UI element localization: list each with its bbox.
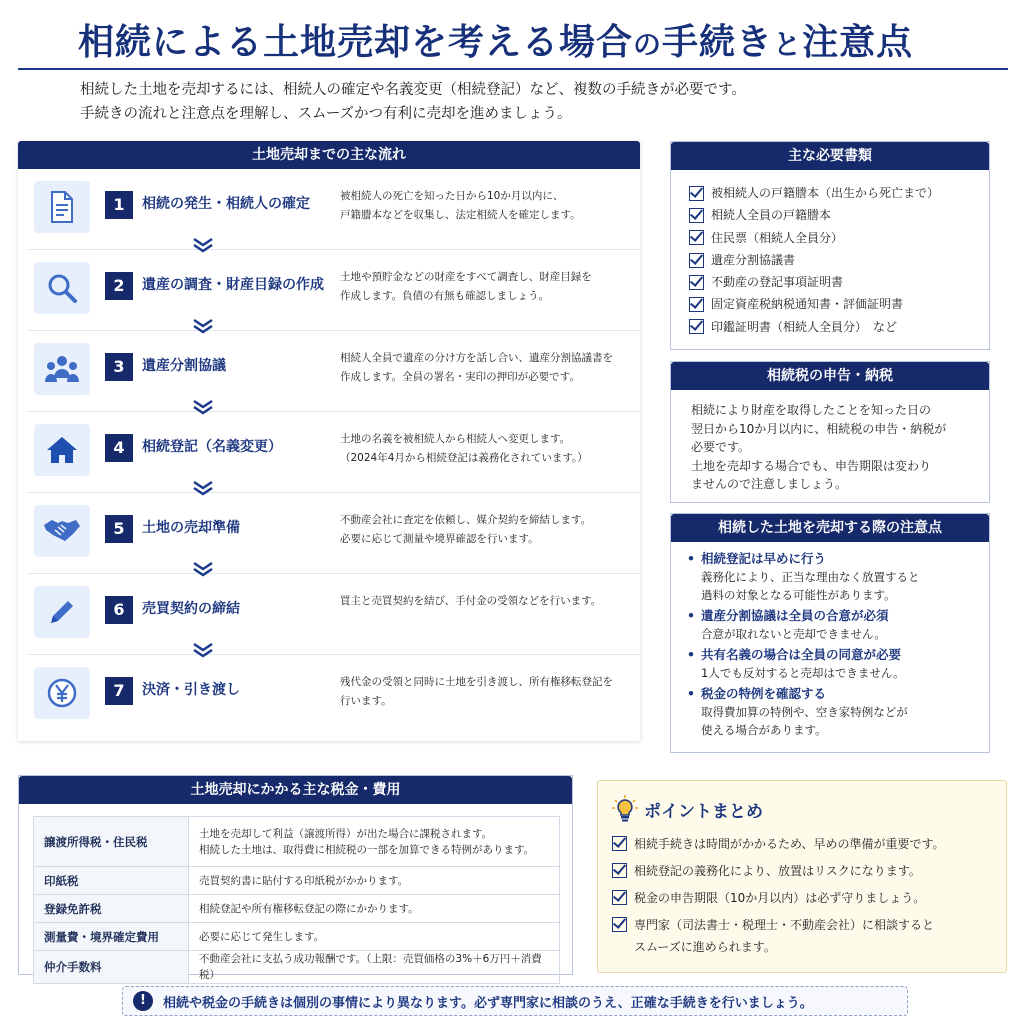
step-title: 相続登記（名義変更）	[142, 439, 282, 455]
step-description-line: （2024年4月から相続登記は義務化されています。）	[340, 452, 588, 464]
caution-heading: • 遺産分割協議は全員の合意が必須	[687, 607, 977, 625]
table-row	[34, 923, 560, 951]
title-part: 手続き	[662, 21, 774, 63]
table-row	[34, 895, 560, 923]
list-item-label: 相続人全員の戸籍謄本	[711, 208, 832, 223]
list-item	[687, 550, 977, 604]
step-number: 3	[105, 353, 133, 381]
flow-step	[18, 412, 640, 493]
caution-list	[671, 542, 989, 739]
list-item	[687, 607, 977, 643]
points-title	[612, 795, 763, 823]
text-line: 相続した土地は、取得費に相続税の一部を加算できる特例があります。	[199, 843, 535, 856]
step-number: 2	[105, 272, 133, 300]
step-title: 土地の売却準備	[142, 520, 240, 536]
flow-step	[18, 169, 640, 250]
costs-panel	[18, 775, 573, 981]
list-item-label: 税金の申告期限（10か月以内）は必ず守りましょう。	[634, 891, 926, 905]
caution-panel	[670, 513, 990, 753]
step-description-line: 不動産会社に査定を依頼し、媒介契約を締結します。	[340, 514, 592, 526]
intro-line: 相続した土地を売却するには、相続人の確定や名義変更（相続登記）など、複数の手続きが必要です。	[80, 82, 746, 98]
step-title: 売買契約の締結	[142, 601, 240, 617]
title-part: の	[633, 28, 663, 61]
checkbox-icon	[612, 917, 627, 932]
title-part: 注意点	[802, 21, 914, 63]
caution-heading: • 相続登記は早めに行う	[687, 550, 977, 568]
list-item-label: 被相続人の戸籍謄本（出生から死亡まで）	[711, 186, 940, 200]
list-item-label: 固定資産税納税通知書・評価証明書	[711, 297, 904, 312]
list-item	[612, 833, 945, 855]
checkbox-icon	[689, 230, 704, 245]
step-description	[340, 673, 640, 711]
text-line: ませんので注意しましょう。	[691, 477, 848, 491]
checkbox-icon	[689, 297, 704, 312]
search-icon	[34, 262, 90, 314]
list-item	[612, 914, 945, 958]
chevron-down-icon	[192, 480, 214, 496]
list-item	[612, 887, 945, 909]
text-line: 相続により財産を取得したことを知った日の	[691, 403, 932, 417]
chevron-down-icon	[192, 237, 214, 253]
text-line: 専門家（司法書士・税理士・不動産会社）に相談すると	[634, 918, 935, 932]
table-row	[34, 867, 560, 895]
text-line: 使える場合があります。	[701, 723, 827, 737]
flow-step	[18, 493, 640, 574]
caution-header: 相続した土地を売却する際の注意点	[671, 514, 989, 542]
step-description	[340, 349, 640, 387]
step-title: 遺産の調査・財産目録の作成	[142, 277, 324, 293]
chevron-down-icon	[192, 399, 214, 415]
chevron-down-icon	[192, 561, 214, 577]
step-title: 相続の発生・相続人の確定	[142, 196, 310, 212]
people-icon	[34, 343, 90, 395]
checkbox-icon	[689, 208, 704, 223]
caution-body	[687, 568, 977, 604]
list-item	[689, 204, 989, 226]
exclamation-icon: !	[133, 991, 153, 1011]
costs-header: 土地売却にかかる主な税金・費用	[19, 776, 572, 804]
table-cell-label: 印紙税	[34, 867, 189, 895]
caution-body	[687, 625, 977, 643]
flow-step	[18, 655, 640, 736]
tax-filing-header: 相続税の申告・納税	[671, 362, 989, 390]
list-item	[689, 227, 989, 249]
points-title-text: ポイントまとめ	[644, 801, 763, 822]
table-cell-value: 相続登記や所有権移転登記の際にかかります。	[189, 895, 560, 923]
step-title: 遺産分割協議	[142, 358, 226, 374]
list-item	[689, 271, 989, 293]
list-item-label: 住民票（相続人全員分）	[711, 230, 844, 245]
documents-header: 主な必要書類	[671, 142, 989, 170]
flow-step	[18, 574, 640, 655]
step-description-line: 作成します。全員の署名・実印の押印が必要です。	[340, 371, 580, 383]
title-rule	[18, 68, 1008, 70]
list-item	[687, 646, 977, 682]
step-number: 6	[105, 596, 133, 624]
checkbox-icon	[689, 275, 704, 290]
document-icon	[34, 181, 90, 233]
step-description-line: 土地や預貯金などの財産をすべて調査し、財産目録を	[340, 271, 592, 283]
step-description	[340, 430, 640, 468]
text-line: 義務化により、正当な理由なく放置すると	[701, 570, 920, 584]
table-cell-label: 仲介手数料	[34, 951, 189, 984]
table-cell-value: 必要に応じて発生します。	[189, 923, 560, 951]
step-description-line: 行います。	[340, 695, 392, 707]
text-line: 必要です。	[691, 440, 751, 454]
table-cell-label: 登録免許税	[34, 895, 189, 923]
flow-header: 土地売却までの主な流れ	[18, 141, 640, 169]
checkbox-icon	[689, 186, 704, 201]
table-cell-value: 売買契約書に貼付する印紙税がかかります。	[189, 867, 560, 895]
lightbulb-icon	[612, 795, 638, 823]
step-description	[340, 268, 640, 306]
step-description	[340, 511, 640, 549]
disclaimer-banner	[122, 986, 908, 1016]
step-number: 7	[105, 677, 133, 705]
yen-icon	[34, 667, 90, 719]
flow-panel	[18, 141, 640, 741]
list-item	[689, 316, 989, 338]
text-line: 過料の対象となる可能性があります。	[701, 588, 896, 602]
checkbox-icon	[612, 863, 627, 878]
list-item	[689, 249, 989, 271]
table-cell-label: 譲渡所得税・住民税	[34, 817, 189, 867]
step-description-line: 相続人全員で遺産の分け方を話し合い、遺産分割協議書を	[340, 352, 613, 364]
checkbox-icon	[689, 253, 704, 268]
step-description-line: 戸籍謄本などを収集し、法定相続人を確定します。	[340, 209, 581, 221]
caution-heading: • 税金の特例を確認する	[687, 685, 977, 703]
list-item-label: 印鑑証明書（相続人全員分） など	[711, 319, 898, 334]
table-row	[34, 817, 560, 867]
chevron-down-icon	[192, 642, 214, 658]
list-item	[687, 685, 977, 739]
tax-filing-text	[671, 390, 989, 494]
list-item	[689, 182, 989, 204]
text-line: 土地を売却する場合でも、申告期限は変わり	[691, 458, 932, 473]
step-number: 1	[105, 191, 133, 219]
text-line: 1人でも反対すると売却はできません。	[701, 666, 905, 680]
step-description	[340, 592, 640, 611]
costs-table	[33, 816, 560, 984]
checkbox-icon	[612, 836, 627, 851]
step-title: 決済・引き渡し	[142, 682, 240, 698]
intro-text	[80, 78, 1000, 126]
list-item-label: 相続登記の義務化により、放置はリスクになります。	[634, 864, 921, 878]
documents-list	[671, 170, 989, 338]
table-row	[34, 951, 560, 984]
house-icon	[34, 424, 90, 476]
pen-icon	[34, 586, 90, 638]
step-description-line: 必要に応じて測量や境界確認を行います。	[340, 533, 539, 545]
list-item	[612, 860, 945, 882]
text-line: 土地を売却して利益（譲渡所得）が出た場合に課税されます。	[199, 827, 493, 840]
table-cell-value: 不動産会社に支払う成功報酬です。（上限：売買価格の3%＋6万円＋消費税）	[189, 951, 560, 984]
documents-panel	[670, 141, 990, 350]
text-line: 取得費加算の特例や、空き家特例などが	[701, 705, 908, 719]
checkbox-icon	[612, 890, 627, 905]
checkbox-icon	[689, 319, 704, 334]
flow-step	[18, 250, 640, 331]
disclaimer-text: 相続や税金の手続きは個別の事情により異なります。必ず専門家に相談のうえ、正確な手続きを行いましょう。	[163, 995, 813, 1011]
points-list	[612, 833, 945, 958]
tax-filing-panel	[670, 361, 990, 503]
page-title	[78, 14, 1018, 65]
handshake-icon	[34, 505, 90, 557]
caution-body	[687, 664, 977, 682]
list-item-label: 相続手続きは時間がかかるため、早めの準備が重要です。	[634, 837, 945, 851]
caution-body	[687, 703, 977, 739]
list-item-label: 不動産の登記事項証明書	[711, 275, 844, 290]
list-item-label: 遺産分割協議書	[711, 252, 796, 267]
step-description-line: 土地の名義を被相続人から相続人へ変更します。	[340, 433, 571, 445]
text-line: 翌日から10か月以内に、相続税の申告・納税が	[691, 421, 947, 436]
step-number: 5	[105, 515, 133, 543]
table-cell-label: 測量費・境界確定費用	[34, 923, 189, 951]
step-description-line: 買主と売買契約を結び、手付金の受領などを行います。	[340, 595, 602, 607]
table-cell-value	[189, 817, 560, 867]
caution-heading: • 共有名義の場合は全員の同意が必要	[687, 646, 977, 664]
step-number: 4	[105, 434, 133, 462]
step-description-line: 被相続人の死亡を知った日から10か月以内に、	[340, 190, 564, 202]
list-item	[689, 293, 989, 315]
list-item-label	[634, 914, 934, 958]
points-summary	[597, 780, 1007, 973]
text-line: 合意が取れないと売却できません。	[701, 627, 886, 641]
step-description-line: 作成します。負債の有無も確認しましょう。	[340, 290, 550, 302]
step-description	[340, 187, 640, 225]
title-part: と	[773, 28, 803, 61]
chevron-down-icon	[192, 318, 214, 334]
title-part: 相続による土地売却を考える場合	[78, 21, 634, 63]
text-line: スムーズに進められます。	[634, 940, 776, 954]
intro-line: 手続きの流れと注意点を理解し、スムーズかつ有利に売却を進めましょう。	[80, 106, 572, 122]
flow-step	[18, 331, 640, 412]
step-description-line: 残代金の受領と同時に土地を引き渡し、所有権移転登記を	[340, 676, 613, 688]
